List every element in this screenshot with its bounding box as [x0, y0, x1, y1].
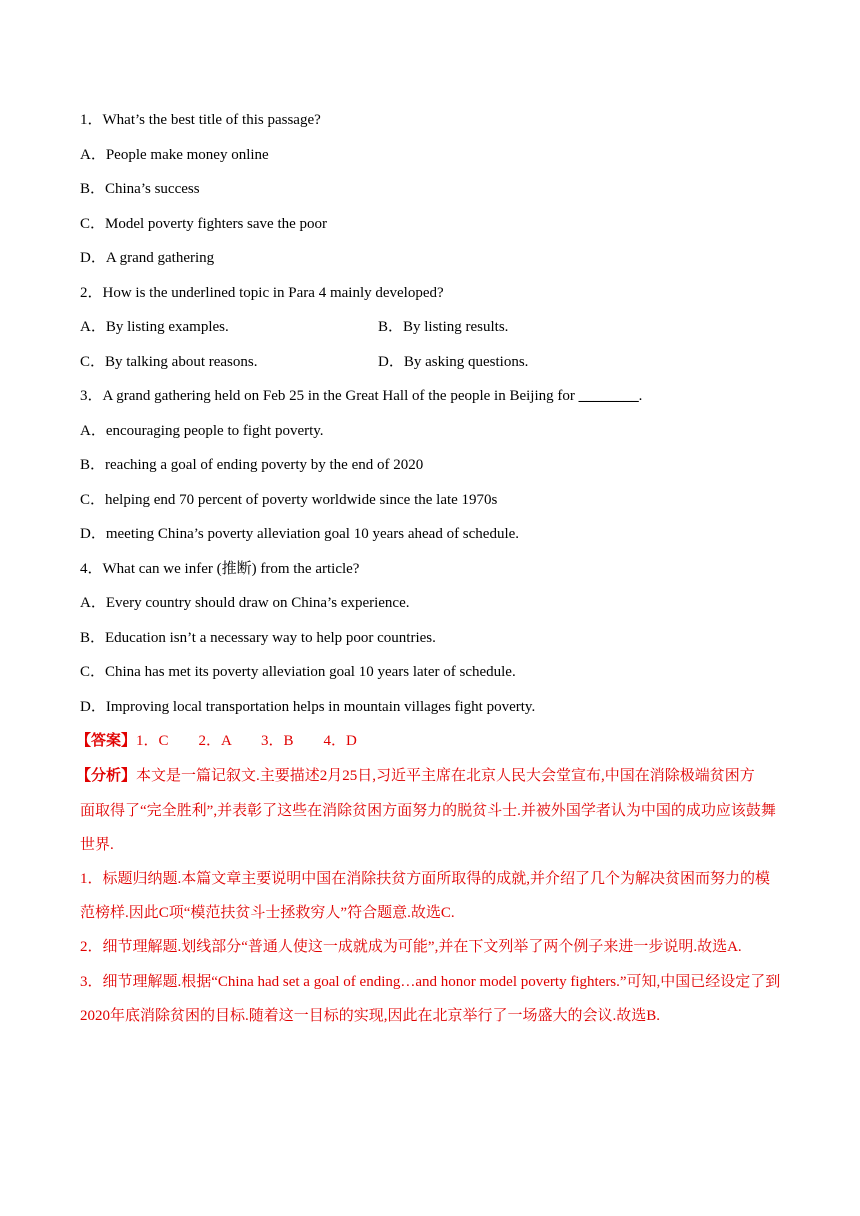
- analysis-item-2-line-1: 2．细节理解题.划线部分“普通人使这一成就成为可能”,并在下文列举了两个例子来进一步说明.故选A.: [80, 939, 742, 955]
- answer-tag: 【答案】: [76, 733, 137, 749]
- analysis-item-1-line-2: 范榜样.因此C项“模范扶贫斗士拯救穷人”符合题意.故选C.: [80, 905, 455, 921]
- question-4-stem: 4．What can we infer (推断) from the article?: [80, 561, 360, 577]
- answer-blank: ________: [578, 388, 639, 404]
- question-3-stem: [80, 386, 642, 406]
- question-3-text: 3．A grand gathering held on Feb 25 in the Great Hall of the people in Beijing for: [80, 388, 575, 404]
- q3-option-a: A．encouraging people to fight poverty.: [80, 423, 324, 439]
- question-3-end: .: [638, 388, 643, 404]
- q3-option-b: B．reaching a goal of ending poverty by the end of 2020: [80, 457, 424, 473]
- answer-text: 1．C 2．A 3．B 4．D: [136, 733, 357, 749]
- answer-line: [76, 731, 357, 751]
- q1-option-b: B．China’s success: [80, 181, 200, 197]
- question-2-stem: 2．How is the underlined topic in Para 4 mainly developed?: [80, 285, 444, 301]
- analysis-item-3-line-2: 2020年底消除贫困的目标.随着这一目标的实现,因此在北京举行了一场盛大的会议.故选B.: [80, 1008, 661, 1024]
- analysis-item-3-line-1: 3．细节理解题.根据“China had set a goal of ending…and honor model poverty fighters.”可知,中国已经设定了到: [80, 974, 781, 990]
- q1-option-a: A．People make money online: [80, 147, 269, 163]
- q2-option-b: B．By listing results.: [378, 319, 509, 335]
- q2-option-a: A．By listing examples.: [80, 319, 229, 335]
- q1-option-c: C．Model poverty fighters save the poor: [80, 216, 328, 232]
- analysis-line-2: 面取得了“完全胜利”,并表彰了这些在消除贫困方面努力的脱贫斗士.并被外国学者认为中国的成功应该鼓舞: [80, 803, 776, 819]
- question-1-stem: 1．What’s the best title of this passage?: [80, 112, 321, 128]
- q4-option-d: D．Improving local transportation helps in mountain villages fight poverty.: [80, 699, 536, 715]
- q3-option-c: C．helping end 70 percent of poverty worldwide since the late 1970s: [80, 492, 498, 508]
- q3-option-d: D．meeting China’s poverty alleviation goal 10 years ahead of schedule.: [80, 526, 520, 542]
- q4-option-c: C．China has met its poverty alleviation goal 10 years later of schedule.: [80, 664, 516, 680]
- q4-option-b: B．Education isn’t a necessary way to help poor countries.: [80, 630, 436, 646]
- analysis-text-1: 本文是一篇记叙文.主要描述2月25日,习近平主席在北京人民大会堂宣布,中国在消除极端贫困方: [136, 768, 755, 784]
- q1-option-d: D．A grand gathering: [80, 250, 215, 266]
- analysis-tag: 【分析】: [76, 768, 137, 784]
- analysis-line-3: 世界.: [80, 837, 114, 853]
- analysis-line-1: [76, 766, 755, 786]
- q4-option-a: A．Every country should draw on China’s experience.: [80, 595, 410, 611]
- q2-option-d: D．By asking questions.: [378, 354, 529, 370]
- analysis-item-1-line-1: 1．标题归纳题.本篇文章主要说明中国在消除扶贫方面所取得的成就,并介绍了几个为解决贫困而努力的模: [80, 871, 771, 887]
- q2-option-c: C．By talking about reasons.: [80, 354, 258, 370]
